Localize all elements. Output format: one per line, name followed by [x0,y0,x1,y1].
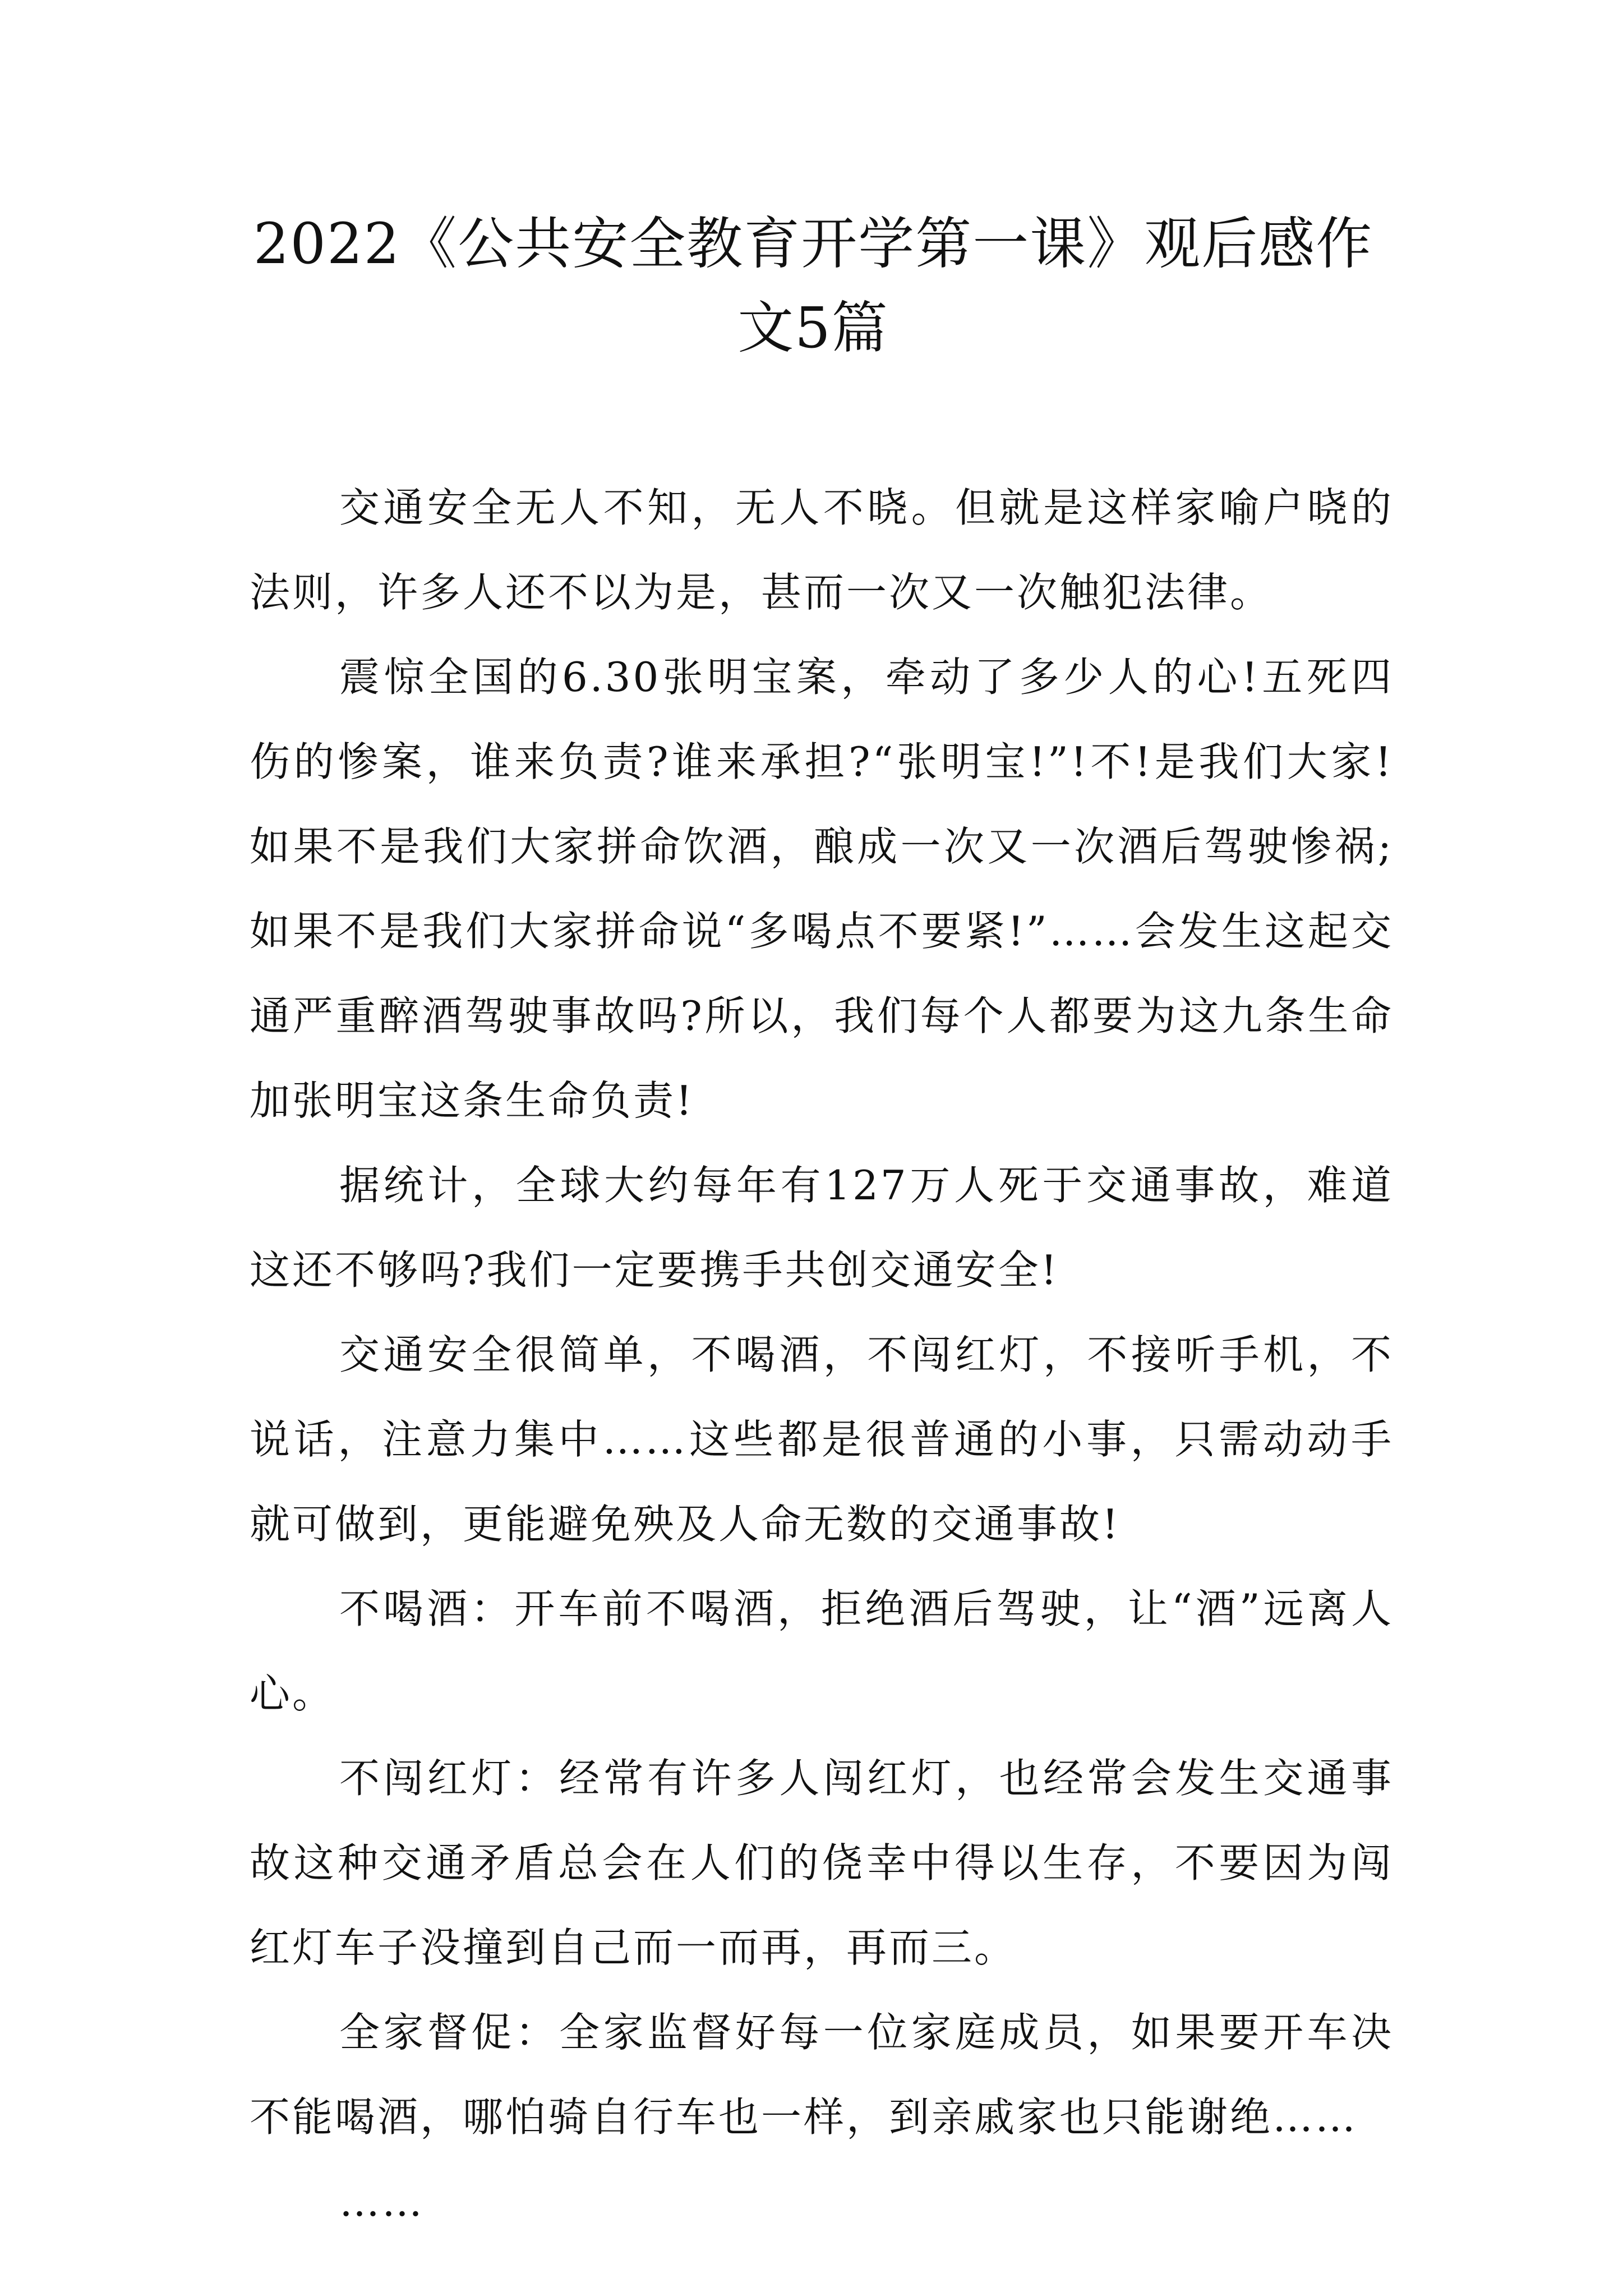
title-line-2: 文5篇 [737,295,889,361]
paragraph: 不闯红灯：经常有许多人闯红灯，也经常会发生交通事故这种交通矛盾总会在人们的侥幸中得以生存，不要因为闯红灯车子没撞到自己而一而再，再而三。 [250,1755,1394,1971]
paragraph: 交通安全无人不知，无人不晓。但就是这样家喻户晓的法则，许多人还不以为是，甚而一次又一次触犯法律。 [250,484,1394,616]
paragraph: 全家督促：全家监督好每一位家庭成员，如果要开车决不能喝酒，哪怕骑自行车也一样，到亲戚家也只能谢绝…… [250,2009,1394,2141]
paragraph: 不喝酒：开车前不喝酒，拒绝酒后驾驶，让“酒”远离人心。 [250,1585,1394,1717]
paragraph: 据统计，全球大约每年有127万人死于交通事故，难道这还不够吗?我们一定要携手共创交通安全! [250,1162,1394,1294]
paragraph: 交通安全很简单，不喝酒，不闯红灯，不接听手机，不说话，注意力集中……这些都是很普通的小事，只需动动手就可做到，更能避免殃及人命无数的交通事故! [250,1331,1394,1548]
title-line-1: 2022《公共安全教育开学第一课》观后感作 [253,211,1373,277]
document-title [241,202,1385,370]
paragraph: 震惊全国的6.30张明宝案，牵动了多少人的心!五死四伤的惨案，谁来负责?谁来承担?“张明宝!”!不!是我们大家!如果不是我们大家拼命饮酒，酿成一次又一次酒后驾驶惨祸;如果不是我们大家拼命说“多喝点不要紧!”……会发生这起交通严重醉酒驾驶事故吗?所以，我们每个人都要为这九条生命加张明宝这条生命负责! [250,654,1394,1124]
paragraph: …… [339,2178,425,2225]
document-body [250,466,1394,2244]
